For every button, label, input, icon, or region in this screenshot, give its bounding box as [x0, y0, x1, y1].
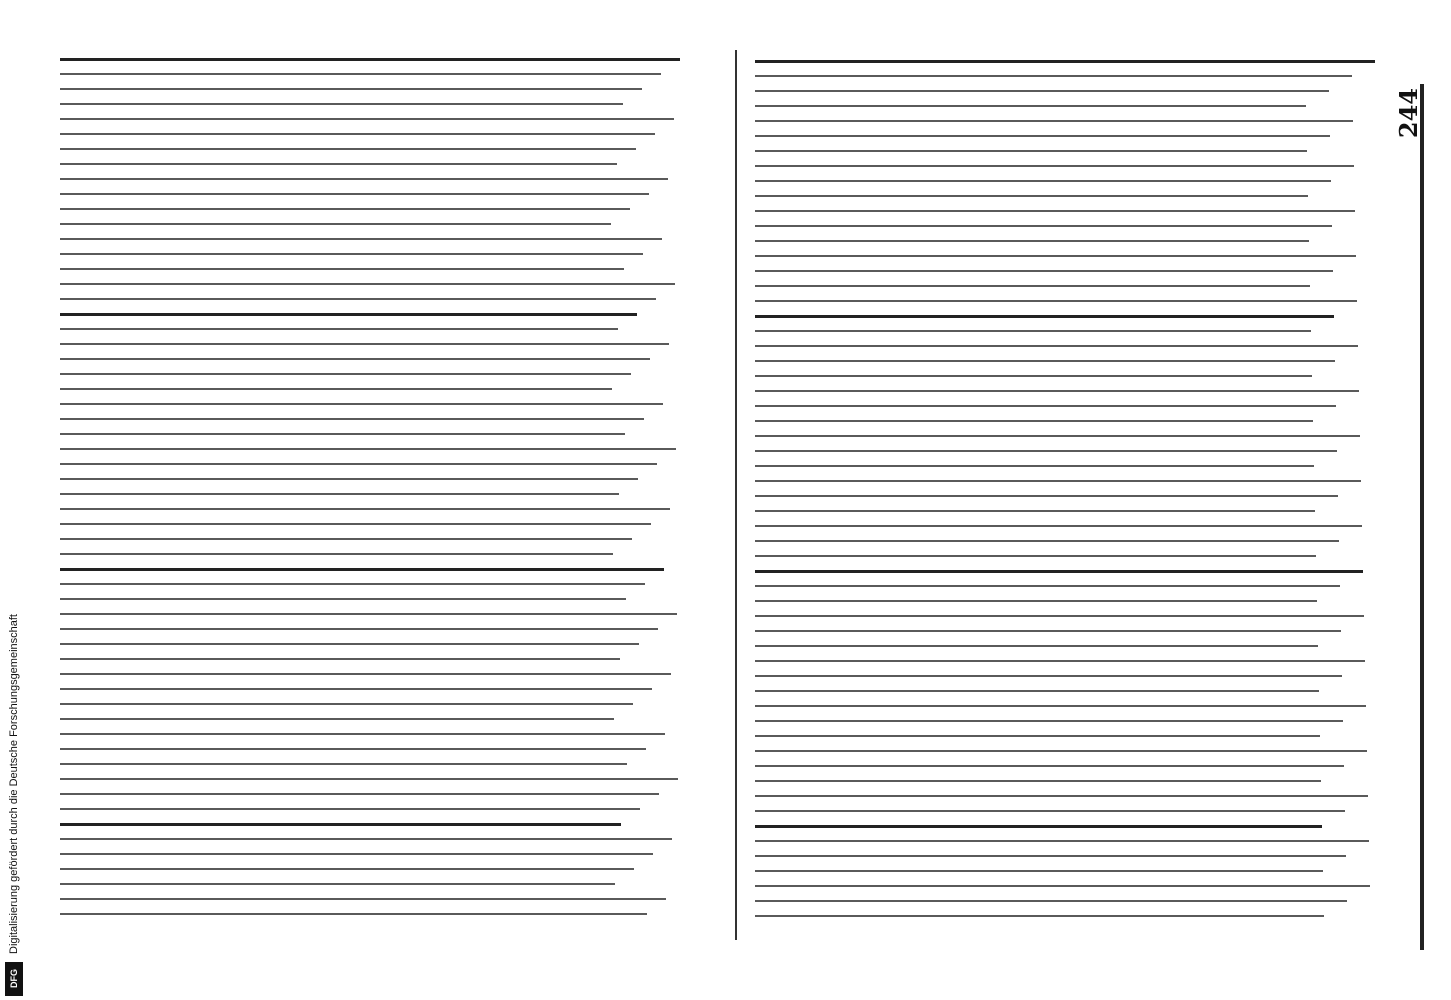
text-line — [60, 148, 636, 150]
text-line — [755, 585, 1340, 587]
text-line — [755, 360, 1335, 362]
text-line — [755, 900, 1347, 902]
text-line — [755, 600, 1317, 602]
text-line — [60, 823, 621, 826]
text-line — [755, 375, 1312, 377]
text-line — [60, 133, 655, 135]
text-line — [60, 568, 664, 571]
text-line — [755, 405, 1336, 407]
document-body — [40, 20, 1430, 950]
text-line — [755, 90, 1329, 92]
text-line — [60, 853, 653, 855]
text-line — [60, 103, 623, 105]
text-line — [755, 885, 1370, 887]
text-line — [755, 660, 1365, 662]
text-line — [60, 838, 672, 840]
text-line — [60, 268, 624, 270]
text-line — [755, 300, 1357, 302]
text-line — [60, 748, 646, 750]
text-line — [60, 523, 651, 525]
text-line — [755, 210, 1355, 212]
text-line — [60, 328, 618, 330]
text-line — [755, 720, 1343, 722]
text-line — [755, 855, 1346, 857]
text-line — [755, 60, 1375, 63]
text-line — [755, 420, 1313, 422]
text-line — [60, 613, 677, 615]
text-line — [755, 315, 1334, 318]
text-line — [755, 75, 1352, 77]
text-line — [60, 238, 662, 240]
text-line — [60, 778, 678, 780]
text-line — [60, 208, 630, 210]
text-line — [755, 255, 1356, 257]
text-line — [755, 135, 1330, 137]
text-line — [755, 225, 1332, 227]
text-line — [755, 570, 1363, 573]
text-line — [755, 165, 1354, 167]
text-line — [755, 915, 1324, 917]
text-line — [60, 553, 613, 555]
text-line — [755, 870, 1323, 872]
text-line — [755, 330, 1311, 332]
text-line — [60, 223, 611, 225]
text-line — [755, 705, 1366, 707]
text-line — [755, 195, 1308, 197]
text-line — [755, 645, 1318, 647]
text-line — [60, 418, 644, 420]
text-line — [60, 358, 650, 360]
text-line — [60, 718, 614, 720]
text-line — [60, 763, 627, 765]
text-line — [60, 403, 663, 405]
text-line — [60, 118, 674, 120]
text-line — [755, 285, 1310, 287]
text-line — [60, 643, 639, 645]
text-line — [60, 688, 652, 690]
text-line — [60, 283, 675, 285]
text-line — [60, 913, 647, 915]
text-line — [755, 510, 1315, 512]
text-line — [755, 735, 1320, 737]
text-line — [60, 508, 670, 510]
text-line — [60, 703, 633, 705]
text-line — [60, 898, 666, 900]
text-line — [755, 270, 1333, 272]
text-line — [755, 390, 1359, 392]
dfg-logo: DFG — [5, 962, 23, 996]
text-line — [60, 313, 637, 316]
text-line — [60, 178, 668, 180]
text-line — [60, 193, 649, 195]
text-line — [60, 793, 659, 795]
text-line — [60, 433, 625, 435]
text-line — [755, 795, 1368, 797]
text-line — [60, 88, 642, 90]
text-line — [60, 538, 632, 540]
text-line — [755, 495, 1338, 497]
text-line — [755, 465, 1314, 467]
text-line — [755, 180, 1331, 182]
text-line — [755, 435, 1360, 437]
text-line — [755, 240, 1309, 242]
text-line — [755, 765, 1344, 767]
text-line — [755, 630, 1341, 632]
text-line — [755, 825, 1322, 828]
text-line — [60, 373, 631, 375]
text-line — [755, 690, 1319, 692]
text-line — [755, 810, 1345, 812]
text-line — [755, 540, 1339, 542]
digitization-footer-text: Digitalisierung gefördert durch die Deutsche Forschungsgemeinschaft — [7, 614, 20, 954]
text-line — [755, 105, 1306, 107]
text-line — [60, 388, 612, 390]
text-line — [60, 298, 656, 300]
text-line — [755, 525, 1362, 527]
text-line — [60, 343, 669, 345]
text-line — [60, 478, 638, 480]
text-line — [60, 598, 626, 600]
text-line — [60, 733, 665, 735]
text-line — [60, 868, 634, 870]
header-rule — [1420, 84, 1424, 950]
column-divider — [735, 50, 737, 940]
text-line — [60, 883, 615, 885]
text-line — [755, 120, 1353, 122]
digitization-footer — [0, 0, 28, 1000]
text-line — [755, 750, 1367, 752]
text-line — [60, 493, 619, 495]
text-line — [755, 450, 1337, 452]
text-line — [755, 615, 1364, 617]
text-line — [60, 253, 643, 255]
text-line — [60, 163, 617, 165]
text-line — [60, 658, 620, 660]
text-line — [60, 583, 645, 585]
text-line — [60, 448, 676, 450]
text-line — [755, 840, 1369, 842]
text-line — [755, 150, 1307, 152]
text-line — [60, 463, 657, 465]
text-line — [755, 345, 1358, 347]
text-line — [60, 628, 658, 630]
text-line — [755, 675, 1342, 677]
text-line — [60, 73, 661, 75]
text-line — [755, 555, 1316, 557]
text-line — [60, 673, 671, 675]
text-line — [755, 780, 1321, 782]
page-number: 244 — [1394, 88, 1423, 139]
text-line — [755, 480, 1361, 482]
text-line — [60, 58, 680, 61]
text-line — [60, 808, 640, 810]
